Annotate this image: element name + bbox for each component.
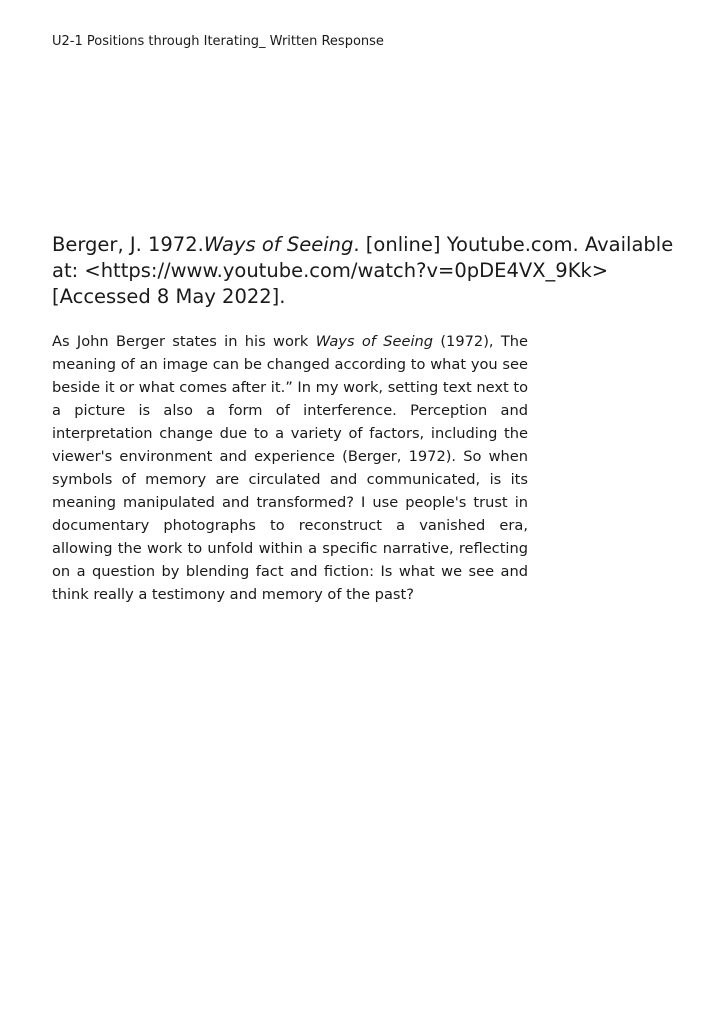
- citation-author-year: Berger, J. 1972.: [52, 233, 204, 256]
- document-header: U2-1 Positions through Iterating_ Written Response: [52, 34, 384, 49]
- citation-work-title: Ways of Seeing: [203, 233, 354, 256]
- body-paragraph: [52, 330, 528, 606]
- body-intro: As John Berger states in his work: [52, 333, 309, 350]
- citation-details: . [online] Youtube.com. Available at: <https://www.youtube.com/watch?v=0pDE4VX_9Kk> [Accessed 8 May 2022].: [52, 233, 674, 308]
- body-main-text: (1972), The meaning of an image can be changed according to what you see beside it or what comes after it.” In my work, setting text next to a picture is also a form of interference. Perception and interpretation change due to a variety of factors, including the viewer's environment and experience (Berger, 1972). So when symbols of memory are circulated and communicated, is its meaning manipulated and transformed? I use people's trust in documentary photographs to reconstruct a vanished era, allowing the work to unfold within a specific narrative, reflecting on a question by blending fact and fiction: Is what we see and think really a testimony and memory of the past?: [52, 333, 528, 603]
- reference-citation: [52, 232, 692, 310]
- body-work-title: Ways of Seeing: [315, 333, 434, 350]
